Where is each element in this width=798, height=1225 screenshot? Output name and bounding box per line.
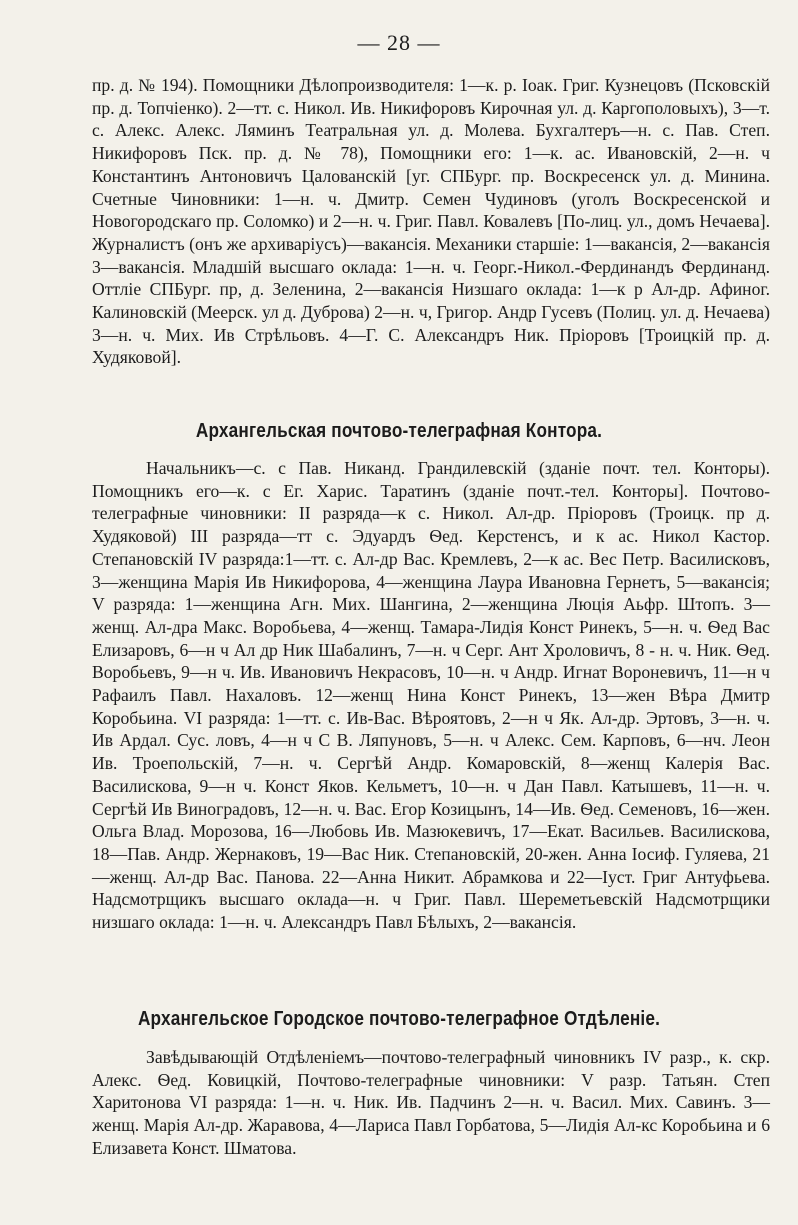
paragraph: Завѣдывающій Отдѣленіемъ—почтово-телеграфный чиновникъ IV разр., к. скр. Алекс. Ѳед. Ковицкій, Почтово-телеграфные чиновники: V разр. Татьян. Степ Харитонова VI разряда: 1—н. ч. Ник. Ив. Падчинъ 2—н. ч. Васил. Мих. Савинъ. 3—женщ. Марія Ал-др. Жаравова, 4—Лариса Павл Горбатова, 5—Лидія Ал-кс Коробьина и 6 Елизавета Конст. Шматова. [92,1047,770,1158]
text-block-continuation [92,74,770,369]
text-block-kontora [92,457,770,934]
section-heading-otdelenie: Архангельское Городское почтово-телеграфное Отдѣленіе. [137,1008,661,1030]
paragraph: пр. д. № 194). Помощники Дѣлопроизводителя: 1—к. р. Іоак. Григ. Кузнецовъ (Псковскій пр. д. Топчіенко). 2—тт. с. Никол. Ив. Никифоровъ Кирочная ул. д. Каргополовыхъ), 3—т. с. Алекс. Алекс. Ляминъ Театральная ул. д. Молева. Бухгалтеръ—н. с. Пав. Степ. Никифоровъ Пск. пр. д. № 78), Помощники его: 1—к. ас. Ивановскій, 2—н. ч Константинъ Антоновичъ Цалованскій [уг. СПБург. пр. Воскресенск ул. д. Минина. Счетные Чиновники: 1—н. ч. Дмитр. Семен Чудиновъ (уголъ Воскресенской и Новогородскаго пр. Соломко) и 2—н. ч. Григ. Павл. Ковалевъ [По-лиц. ул., домъ Нечаева]. Журналистъ (онъ же архиваріусъ)—вакансія. Механики старшіе: 1—вакансія, 2—вакансія 3—вакансія. Младшій высшаго оклада: 1—н. ч. Георг.-Никол.-Фердинандъ Фердинанд. Оттліе СПБург. пр, д. Зеленина, 2—вакансія Низшаго оклада: 1—к р Ал-др. Афиног. Калиновскій (Меерск. ул д. Дуброва) 2—н. ч, Григор. Андр Гусевъ (Полиц. ул. д. Нечаева) 3—н. ч. Мих. Ив Стрѣльовъ. 4—Г. С. Александръ Ник. Пріоровъ [Троицкій пр. д. Худяковой]. [92,75,770,368]
section-heading-kontora: Архангельская почтово-телеграфная Контора. [195,420,603,442]
text-block-otdelenie [92,1046,770,1160]
paragraph: Начальникъ—с. с Пав. Никанд. Грандилевскій (зданіе почт. тел. Конторы). Помощникъ его—к. с Ег. Харис. Таратинъ (зданіе почт.-тел. Конторы]. Почтово-телеграфные чиновники: II разряда—к с. Никол. Ал-др. Пріоровъ (Троицк. пр д. Худяковой) III разряда—тт с. Эдуардъ Ѳед. Керстенсъ, и к ас. Никол Кастор. Степановскій IV разряда:1—тт. с. Ал-др Вас. Кремлевъ, 2—к ас. Вес Петр. Василисковъ, 3—женщина Марія Ив Никифорова, 4—женщина Лаура Ивановна Гернетъ, 5—вакансія; V разряда: 1—женщина Агн. Мих. Шангина, 2—женщина Люція Аьфр. Штопъ. 3—женщ. Ал-дра Макс. Воробьева, 4—женщ. Тамара-Лидія Конст Ринекъ, 5—н. ч. Ѳед Вас Елизаровъ, 6—н ч Ал др Ник Шабалинъ, 7—н. ч Серг. Ант Хроловичъ, 8 - н. ч. Ник. Ѳед. Воробьевъ, 9—н ч. Ив. Ивановичъ Некрасовъ, 10—н. ч Андр. Игнат Вороневичъ, 11—н ч Рафаилъ Павл. Нахаловъ. 12—женщ Нина Конст Ринекъ, 13—жен Вѣра Дмитр Коробьина. VI разряда: 1—тт. с. Ив-Вас. Вѣроятовъ, 2—н ч Як. Ал-др. Эртовъ, 3—н. ч. Ив Ардал. Сус. ловъ, 4—н ч С В. Ляпуновъ, 5—н. ч Алекс. Сем. Карповъ, 6—нч. Леон Ив. Троепольскій, 7—н. ч. Сергѣй Андр. Комаровскій, 8—женщ Калерія Вас. Василискова, 9—н ч. Конст Яков. Кельметъ, 10—н. ч Дан Павл. Катышевъ, 11—н. ч. Сергѣй Ив Виноградовъ, 12—н. ч. Вас. Егор Козицынъ, 14—Ив. Ѳед. Семеновъ, 16—жен. Ольга Влад. Морозова, 16—Любовь Ив. Мазюкевичъ, 17—Екат. Васильев. Василискова, 18—Пав. Андр. Жернаковъ, 19—Вас Ник. Степановскій, 20-жен. Анна Іосиф. Гуляева, 21—женщ. Ал-др Вас. Панова. 22—Анна Никит. Абрамкова и 22—Іуст. Григ Антуфьева. Надсмотрщикъ высшаго оклада—н. ч Григ. Павл. Шереметьевскій Надсмотрщики низшаго оклада: 1—н. ч. Александръ Павл Бѣлыхъ, 2—вакансія. [92,458,770,933]
page-number: — 28 — [357,30,441,55]
